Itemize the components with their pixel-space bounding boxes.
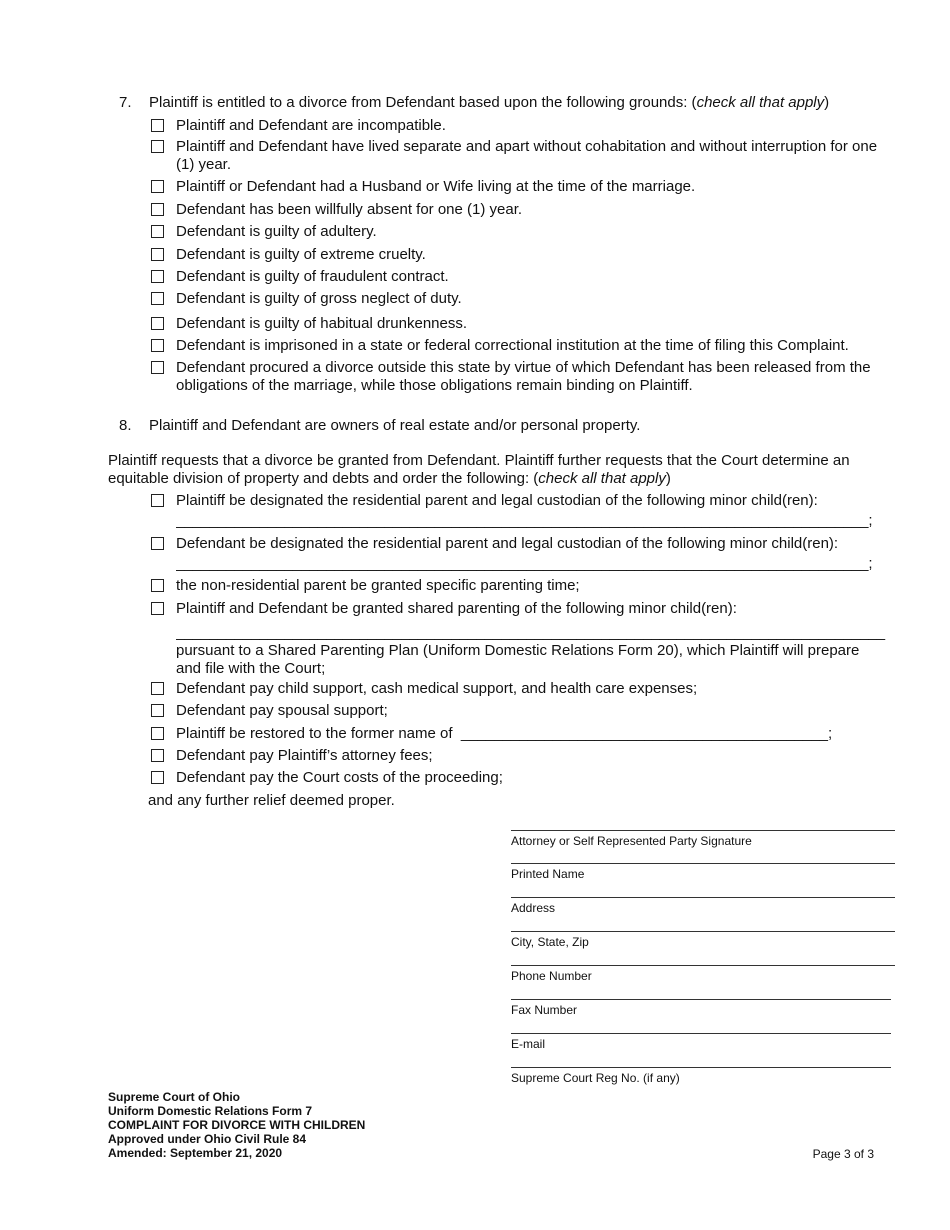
ground-incompatible[interactable] <box>151 117 888 135</box>
checkbox[interactable] <box>151 317 164 330</box>
reg-no-caption: Supreme Court Reg No. (if any) <box>511 1071 680 1085</box>
ground-willful-absence[interactable] <box>151 201 888 219</box>
printed-name-field[interactable] <box>511 863 895 881</box>
ground-extreme-cruelty[interactable] <box>151 246 888 264</box>
option-label: Defendant is imprisoned in a state or federal correctional institution at the time of filing this Complaint. <box>176 337 849 354</box>
option-label: the non-residential parent be granted specific parenting time; <box>176 577 580 594</box>
child-names-blank[interactable]: _____________________________________________________________________________________ <box>176 624 886 641</box>
checkbox[interactable] <box>151 180 164 193</box>
fax-caption: Fax Number <box>511 1003 578 1017</box>
option-label <box>176 725 888 743</box>
option-label: Plaintiff and Defendant are incompatible. <box>176 117 446 134</box>
checkbox[interactable] <box>151 292 164 305</box>
ground-adultery[interactable] <box>151 223 888 241</box>
request-former-name[interactable] <box>151 725 888 743</box>
checkbox[interactable] <box>151 727 164 740</box>
option-label: Defendant pay spousal support; <box>176 702 388 719</box>
email-field[interactable] <box>511 1033 891 1051</box>
signature-caption: Attorney or Self Represented Party Signature <box>511 834 752 848</box>
option-label: Defendant is guilty of adultery. <box>176 223 377 240</box>
option-label: Defendant is guilty of fraudulent contract. <box>176 268 449 285</box>
reg-no-line <box>511 1067 891 1068</box>
item-8-number: 8. <box>119 417 132 434</box>
printed-name-line <box>511 863 895 864</box>
option-label: Defendant procured a divorce outside this state by virtue of which Defendant has been released from the obligations of the marriage, while those obligations remain binding on Plaintiff. <box>176 359 871 394</box>
ground-habitual-drunkenness[interactable] <box>151 315 888 333</box>
ground-gross-neglect[interactable] <box>151 290 888 308</box>
requests-intro-main: Plaintiff requests that a divorce be granted from Defendant. Plaintiff further requests that the Court determine an equitable division of property and debts and order the following: ( <box>108 452 850 487</box>
item-7-text-main: Plaintiff is entitled to a divorce from Defendant based upon the following grounds: ( <box>149 94 697 111</box>
former-name-label: Plaintiff be restored to the former name of <box>176 725 453 742</box>
footer-amended: Amended: September 21, 2020 <box>108 1146 283 1160</box>
city-state-zip-caption: City, State, Zip <box>511 935 589 949</box>
child-names-blank[interactable]: ___________________________________________________________________________________; <box>176 555 873 572</box>
ground-bigamy[interactable] <box>151 178 888 196</box>
checkbox[interactable] <box>151 537 164 550</box>
request-plaintiff-custodian[interactable] <box>151 492 888 530</box>
form-footer <box>108 1090 365 1160</box>
option-label: Defendant pay the Court costs of the proceeding; <box>176 769 503 786</box>
phone-field[interactable] <box>511 965 895 983</box>
checkbox[interactable] <box>151 494 164 507</box>
item-7-number: 7. <box>119 94 132 111</box>
printed-name-caption: Printed Name <box>511 867 585 881</box>
requests-intro-italic: check all that apply <box>538 470 666 487</box>
shared-parenting-tail: pursuant to a Shared Parenting Plan (Uniform Domestic Relations Form 20), which Plaintiff will prepare and file with the Court; <box>176 642 860 677</box>
signature-field[interactable] <box>511 830 895 848</box>
checkbox[interactable] <box>151 119 164 132</box>
ground-imprisonment[interactable] <box>151 337 888 355</box>
checkbox[interactable] <box>151 140 164 153</box>
email-caption: E-mail <box>511 1037 546 1051</box>
request-shared-parenting[interactable] <box>151 600 888 678</box>
checkbox[interactable] <box>151 339 164 352</box>
checkbox[interactable] <box>151 771 164 784</box>
email-line <box>511 1033 891 1034</box>
address-field[interactable] <box>511 897 895 915</box>
signature-line <box>511 830 895 831</box>
address-caption: Address <box>511 901 556 915</box>
requests-intro <box>108 452 888 488</box>
option-label: Plaintiff or Defendant had a Husband or Wife living at the time of the marriage. <box>176 178 696 195</box>
option-label: Defendant has been willfully absent for one (1) year. <box>176 201 523 218</box>
fax-line <box>511 999 891 1000</box>
checkbox[interactable] <box>151 361 164 374</box>
page-number: Page 3 of 3 <box>812 1147 874 1161</box>
request-defendant-custodian[interactable] <box>151 535 888 573</box>
option-label: Defendant pay Plaintiff’s attorney fees; <box>176 747 433 764</box>
checkbox[interactable] <box>151 579 164 592</box>
requests-closing: and any further relief deemed proper. <box>148 792 395 809</box>
footer-form-name: Uniform Domestic Relations Form 7 <box>108 1104 313 1118</box>
checkbox[interactable] <box>151 682 164 695</box>
option-label: Defendant pay child support, cash medical support, and health care expenses; <box>176 680 698 697</box>
ground-lived-separate[interactable] <box>151 138 888 174</box>
footer-form-title: COMPLAINT FOR DIVORCE WITH CHILDREN <box>108 1118 366 1132</box>
option-label: Defendant is guilty of habitual drunkenness. <box>176 315 468 332</box>
request-parenting-time[interactable] <box>151 577 888 595</box>
former-name-blank[interactable]: ____________________________________________; <box>460 725 833 742</box>
address-line <box>511 897 895 898</box>
phone-caption: Phone Number <box>511 969 592 983</box>
checkbox[interactable] <box>151 248 164 261</box>
phone-line <box>511 965 895 966</box>
fax-field[interactable] <box>511 999 891 1017</box>
ground-foreign-divorce[interactable] <box>151 359 888 395</box>
option-label: Plaintiff and Defendant be granted shared parenting of the following minor child(ren): <box>176 600 737 617</box>
city-state-zip-field[interactable] <box>511 931 895 949</box>
checkbox[interactable] <box>151 225 164 238</box>
child-names-blank[interactable]: ___________________________________________________________________________________; <box>176 512 873 529</box>
requests-intro-end: ) <box>665 470 671 487</box>
request-spousal-support[interactable] <box>151 702 888 720</box>
option-label: Defendant is guilty of gross neglect of duty. <box>176 290 462 307</box>
ground-fraudulent-contract[interactable] <box>151 268 888 286</box>
option-label: Defendant be designated the residential parent and legal custodian of the following minor child(ren): <box>176 535 839 552</box>
footer-court: Supreme Court of Ohio <box>108 1090 240 1104</box>
item-7-text-end: ) <box>824 94 830 111</box>
option-label: Plaintiff be designated the residential parent and legal custodian of the following minor child(ren): <box>176 492 818 509</box>
checkbox[interactable] <box>151 749 164 762</box>
checkbox[interactable] <box>151 704 164 717</box>
city-state-zip-line <box>511 931 895 932</box>
item-8-text: Plaintiff and Defendant are owners of real estate and/or personal property. <box>149 417 641 434</box>
footer-approval: Approved under Ohio Civil Rule 84 <box>108 1132 307 1146</box>
checkbox[interactable] <box>151 602 164 615</box>
request-attorney-fees[interactable] <box>151 747 888 765</box>
checkbox[interactable] <box>151 203 164 216</box>
item-7-text <box>149 94 888 112</box>
item-7-text-italic: check all that apply <box>696 94 825 111</box>
request-court-costs[interactable] <box>151 769 888 787</box>
checkbox[interactable] <box>151 270 164 283</box>
reg-no-field[interactable] <box>511 1067 891 1085</box>
option-label: Defendant is guilty of extreme cruelty. <box>176 246 426 263</box>
request-child-support[interactable] <box>151 680 888 698</box>
option-label: Plaintiff and Defendant have lived separate and apart without cohabitation and without interruption for one (1) year. <box>176 138 878 173</box>
